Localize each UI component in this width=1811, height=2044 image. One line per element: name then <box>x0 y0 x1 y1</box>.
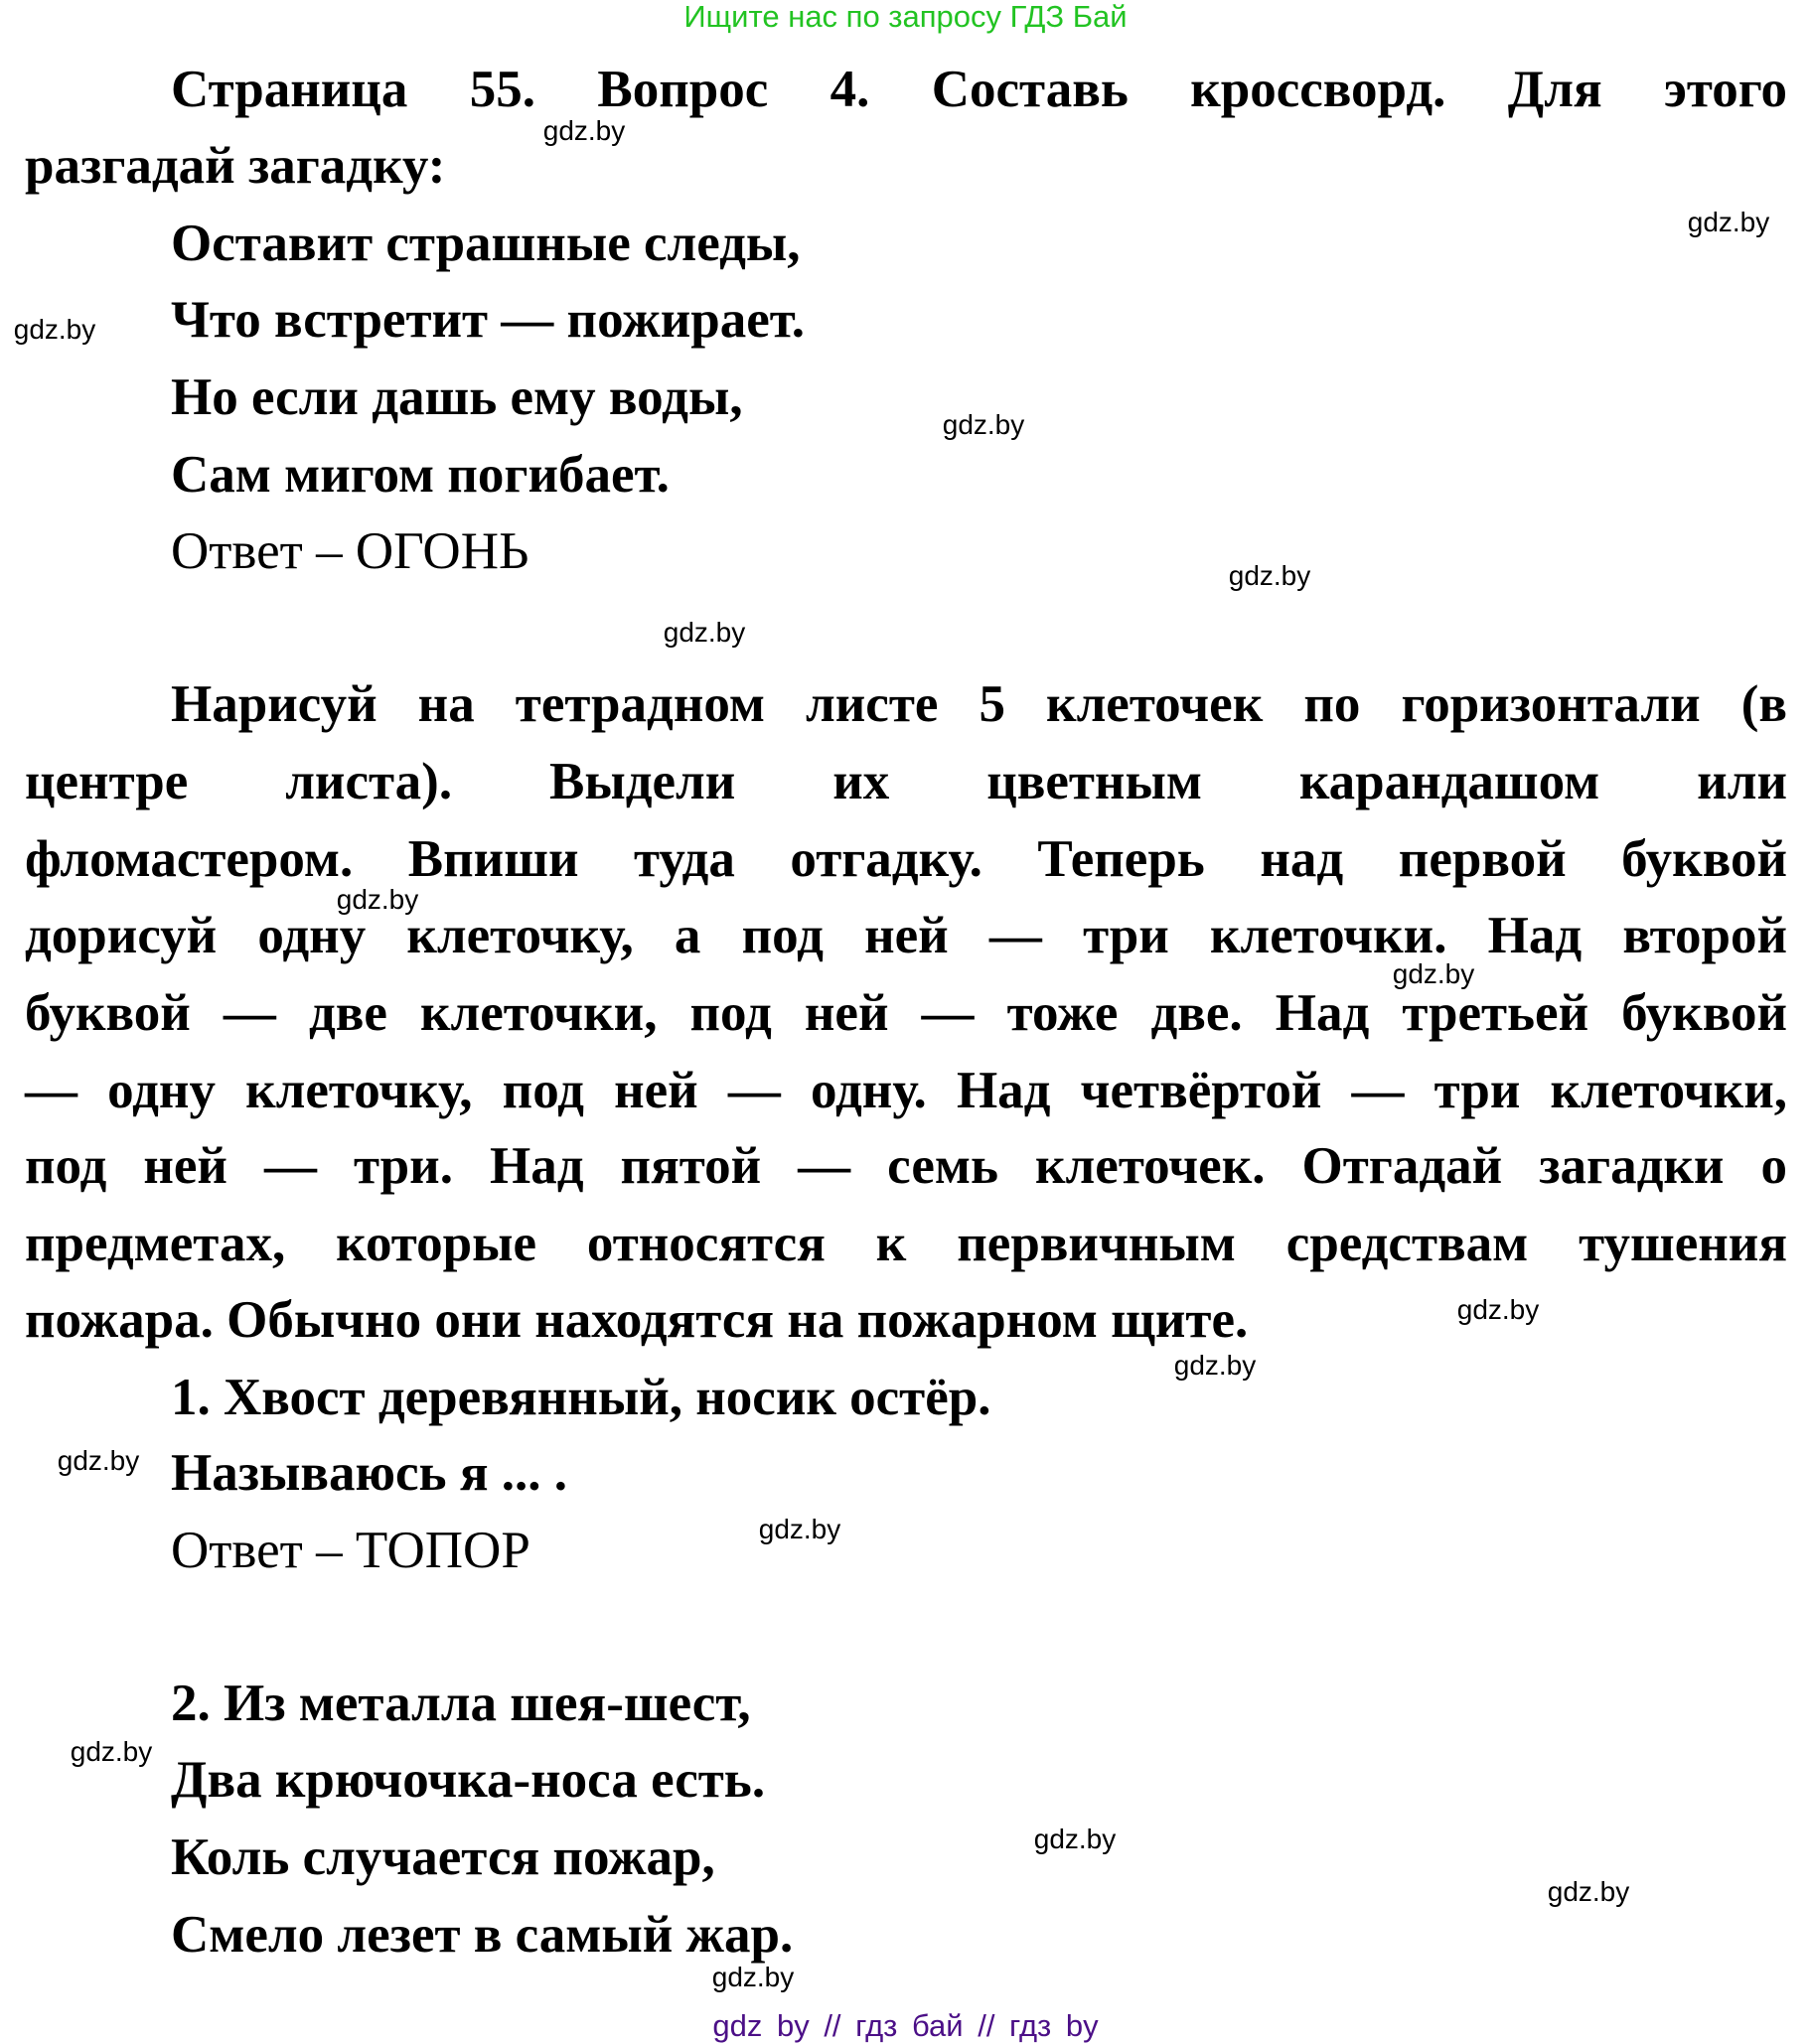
instructions-line-2: центре листа). Выдели их цветным карандашом или <box>25 753 1787 810</box>
footer-links[interactable]: gdz by // гдз бай // гдз by <box>712 2008 1099 2043</box>
instructions-line-1: Нарисуй на тетрадном листе 5 клеточек по горизонтали (в <box>171 675 1787 733</box>
watermark: gdz.by <box>542 115 626 146</box>
instructions-line-4: дорисуй одну клеточку, а под ней — три клеточки. Над второй <box>25 907 1787 964</box>
watermark: gdz.by <box>13 314 96 345</box>
riddle0-line-1: Оставит страшные следы, <box>171 215 801 272</box>
riddle0-answer: Ответ – ОГОНЬ <box>171 522 529 580</box>
watermark: gdz.by <box>942 409 1025 440</box>
instructions-line-7: под ней — три. Над пятой — семь клеточек. Отгадай загадки о <box>25 1137 1787 1195</box>
watermark: gdz.by <box>711 1962 795 1992</box>
watermark: gdz.by <box>1687 207 1770 237</box>
instructions-line-5: буквой — две клеточки, под ней — тоже две. Над третьей буквой <box>25 984 1787 1042</box>
watermark: gdz.by <box>1456 1294 1540 1325</box>
riddle0-line-4: Сам мигом погибает. <box>171 446 670 504</box>
riddle1-line-1: 1. Хвост деревянный, носик остёр. <box>171 1369 991 1426</box>
title-line-1: Страница 55. Вопрос 4. Составь кроссворд. Для этого <box>171 61 1787 118</box>
watermark: gdz.by <box>57 1445 140 1476</box>
instructions-line-3: фломастером. Впиши туда отгадку. Теперь над первой буквой <box>25 830 1787 888</box>
watermark: gdz.by <box>663 617 746 648</box>
search-banner[interactable]: Ищите нас по запросу ГДЗ Бай <box>683 0 1128 34</box>
watermark: gdz.by <box>1392 958 1475 989</box>
instructions-line-9: пожара. Обычно они находятся на пожарном щите. <box>25 1291 1249 1349</box>
riddle1-line-2: Называюсь я ... . <box>171 1444 568 1502</box>
instructions-line-8: предметах, которые относятся к первичным средствам тушения <box>25 1215 1787 1272</box>
riddle1-answer: Ответ – ТОПОР <box>171 1522 530 1579</box>
instructions-line-6: — одну клеточку, под ней — одну. Над четвёртой — три клеточки, <box>25 1062 1787 1119</box>
riddle0-line-2: Что встретит — пожирает. <box>171 291 806 349</box>
riddle2-line-2: Два крючочка-носа есть. <box>171 1751 766 1809</box>
riddle2-line-1: 2. Из металла шея-шест, <box>171 1675 751 1732</box>
riddle2-line-3: Коль случается пожар, <box>171 1828 715 1886</box>
watermark: gdz.by <box>70 1736 153 1767</box>
watermark: gdz.by <box>1173 1350 1257 1381</box>
riddle0-line-3: Но если дашь ему воды, <box>171 368 743 426</box>
watermark: gdz.by <box>758 1514 841 1544</box>
riddle2-line-4: Смело лезет в самый жар. <box>171 1906 794 1964</box>
watermark: gdz.by <box>336 884 419 915</box>
watermark: gdz.by <box>1033 1824 1117 1854</box>
watermark: gdz.by <box>1228 560 1311 591</box>
title-line-2: разгадай загадку: <box>25 137 446 195</box>
watermark: gdz.by <box>1547 1876 1630 1907</box>
